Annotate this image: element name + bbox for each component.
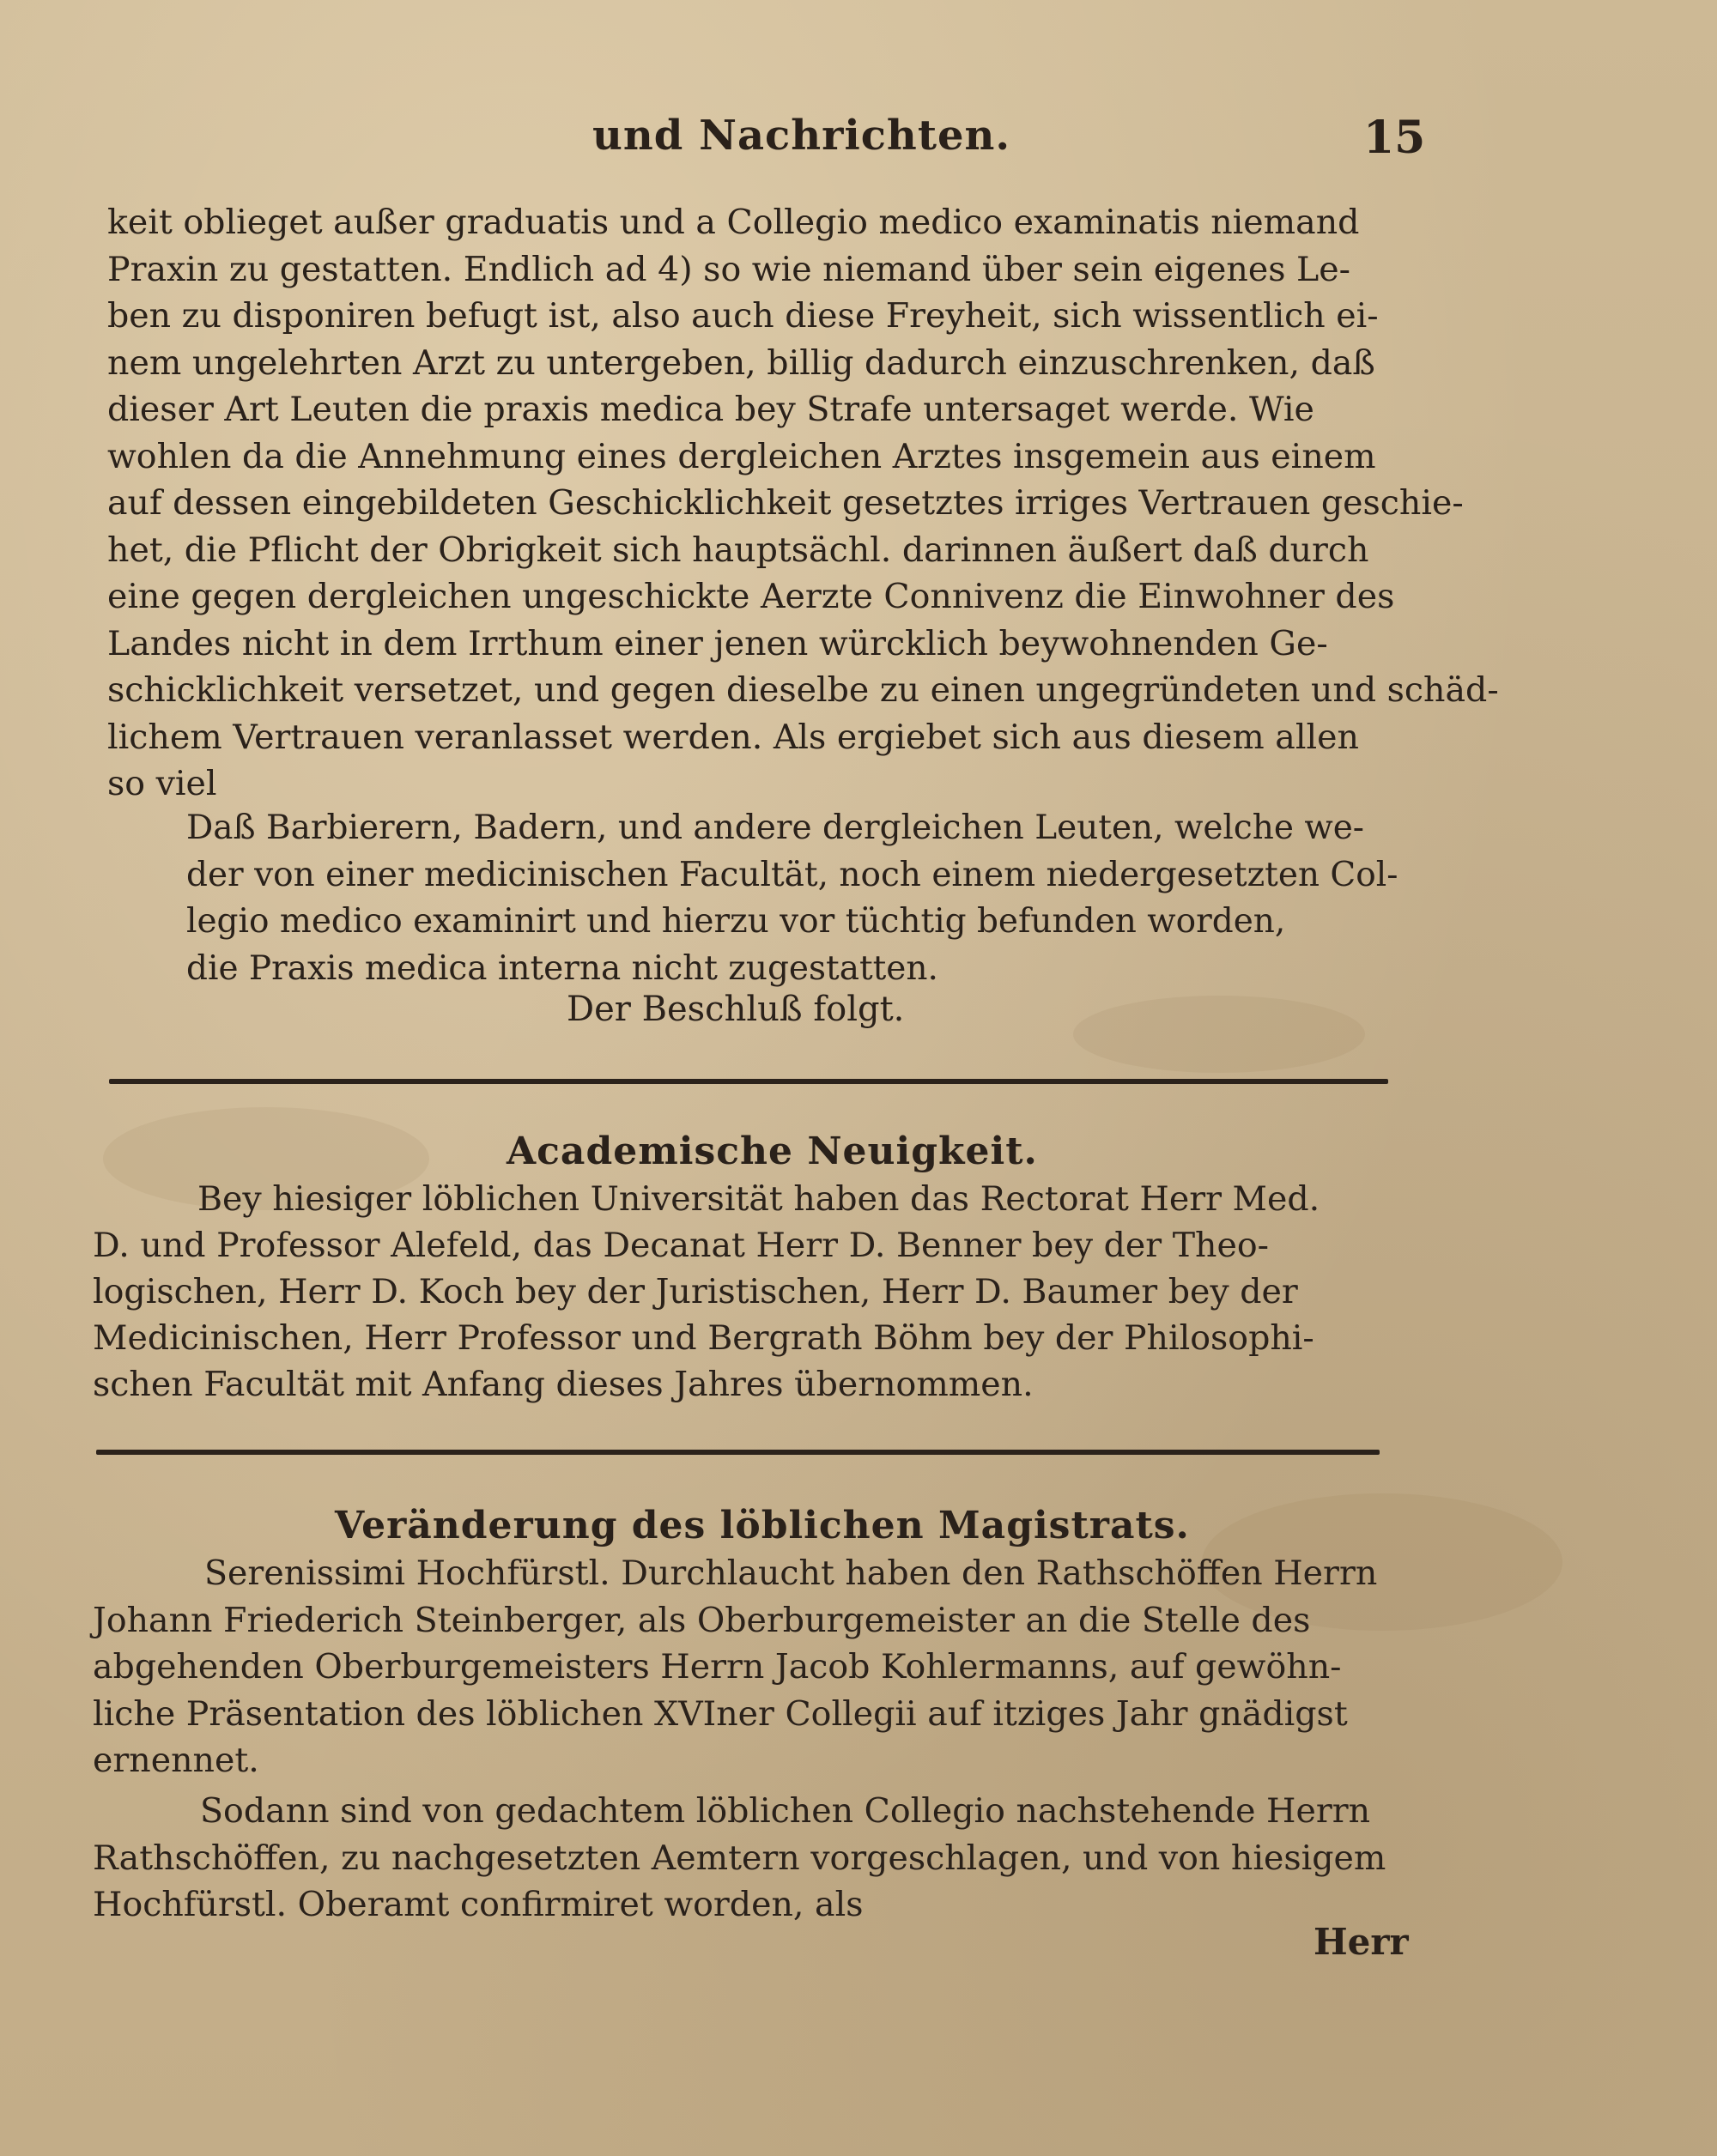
text-line: Sodann sind von gedachtem löblichen Collegio nachstehende Herrn	[200, 1791, 1371, 1831]
text-line: Praxin zu gestatten. Endlich ad 4) so wie niemand über sein eigenes Le-	[107, 249, 1350, 289]
text-line: Rathschöffen, zu nachgesetzten Aemtern vorgeschlagen, und von hiesigem	[93, 1838, 1386, 1878]
text-line: abgehenden Oberburgemeisters Herrn Jacob Kohlermanns, auf gewöhn-	[93, 1647, 1342, 1687]
paragraph-magistrate-confirmation	[93, 1788, 1386, 1929]
text-line: der von einer medicinischen Facultät, noch einem niedergesetzten Col-	[186, 855, 1398, 894]
paragraph-magistrate-appointment	[93, 1550, 1377, 1784]
text-line: die Praxis medica interna nicht zugestatten.	[186, 948, 938, 988]
text-line: D. und Professor Alefeld, das Decanat Herr D. Benner bey der Theo-	[93, 1226, 1269, 1265]
section-divider	[109, 1079, 1388, 1084]
text-line: keit oblieget außer graduatis und a Collegio medico examinatis niemand	[107, 203, 1360, 242]
text-line: schen Facultät mit Anfang dieses Jahres übernommen.	[93, 1365, 1034, 1404]
text-line: Landes nicht in dem Irrthum einer jenen würcklich beywohnenden Ge-	[107, 623, 1328, 663]
section-heading-academic: Academische Neuigkeit.	[507, 1129, 1038, 1173]
text-line: Hochfürstl. Oberamt confirmiret worden, als	[93, 1885, 864, 1924]
running-head: und Nachrichten.	[592, 112, 1011, 160]
catchword: Herr	[1314, 1921, 1409, 1963]
text-line: liche Präsentation des löblichen XVIner Collegii auf itziges Jahr gnädigst	[93, 1693, 1348, 1734]
text-line: legio medico examinirt und hierzu vor tüchtig befunden worden,	[186, 902, 1286, 941]
text-line: schicklichkeit versetzet, und gegen dieselbe zu einen ungegründeten und schäd-	[107, 670, 1499, 710]
text-line: lichem Vertrauen veranlasset werden. Als ergiebet sich aus diesem allen	[107, 717, 1359, 757]
continuation-note: Der Beschluß folgt.	[567, 990, 905, 1029]
text-line: ernennet.	[93, 1741, 259, 1780]
text-line: so viel	[107, 764, 217, 803]
conclusion-quote	[186, 805, 1398, 992]
text-line: nem ungelehrten Arzt zu untergeben, billig dadurch einzuschrenken, daß	[107, 342, 1375, 383]
text-line: ben zu disponiren befugt ist, also auch diese Freyheit, sich wissentlich ei-	[107, 296, 1379, 336]
section-divider	[96, 1450, 1380, 1455]
paper-stain	[1073, 996, 1365, 1073]
text-line: Bey hiesiger löblichen Universität haben das Rectorat Herr Med.	[197, 1179, 1320, 1219]
paragraph-medical-practice	[107, 199, 1499, 808]
text-line: Medicinischen, Herr Professor und Bergrath Böhm bey der Philosophi-	[93, 1318, 1314, 1358]
text-line: logischen, Herr D. Koch bey der Juristischen, Herr D. Baumer bey der	[93, 1272, 1298, 1311]
text-line: auf dessen eingebildeten Geschicklichkeit gesetztes irriges Vertrauen geschie-	[107, 483, 1464, 523]
text-line: eine gegen dergleichen ungeschickte Aerzte Connivenz die Einwohner des	[107, 577, 1395, 616]
text-line: Daß Barbierern, Badern, und andere dergleichen Leuten, welche we-	[186, 808, 1364, 847]
section-heading-magistrate: Veränderung des löblichen Magistrats.	[335, 1504, 1190, 1547]
text-line: dieser Art Leuten die praxis medica bey Strafe untersaget werde. Wie	[107, 390, 1314, 429]
text-line: wohlen da die Annehmung eines dergleichen Arztes insgemein aus einem	[107, 436, 1376, 476]
text-line: Johann Friederich Steinberger, als Oberburgemeister an die Stelle des	[93, 1600, 1311, 1640]
text-line: Serenissimi Hochfürstl. Durchlaucht haben den Rathschöffen Herrn	[204, 1553, 1378, 1593]
page-number: 15	[1363, 112, 1426, 164]
paragraph-academic-news	[93, 1176, 1320, 1408]
text-line: het, die Pflicht der Obrigkeit sich hauptsächl. darinnen äußert daß durch	[107, 530, 1369, 570]
